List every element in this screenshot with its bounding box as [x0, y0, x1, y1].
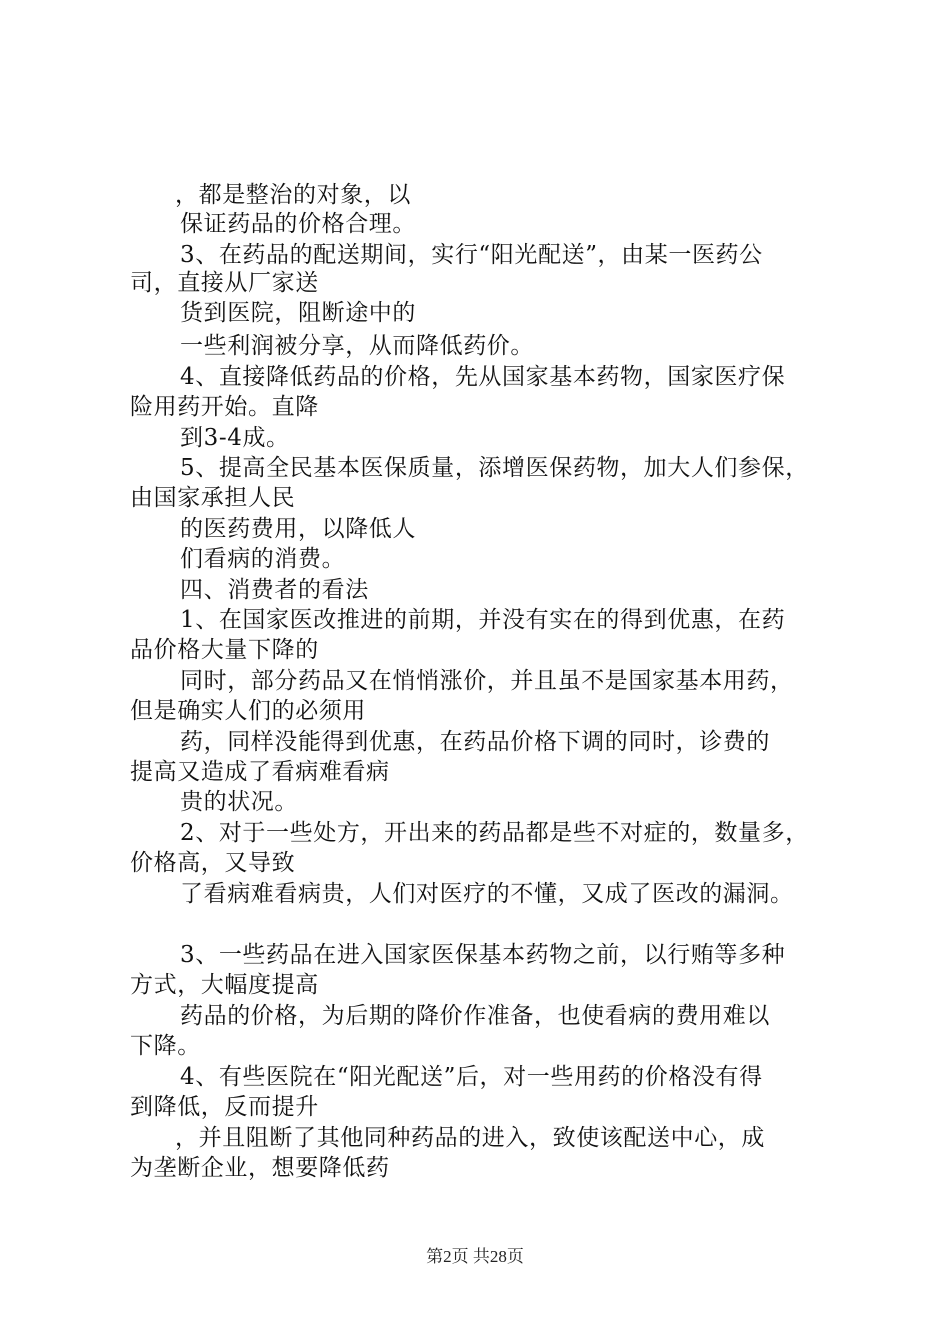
text-line: 一些利润被分享，从而降低药价。	[180, 333, 534, 359]
text-line: 同时，部分药品又在悄悄涨价，并且虽不是国家基本用药，	[180, 668, 794, 694]
text-line: 药品的价格，为后期的降价作准备，也使看病的费用难以	[180, 1003, 770, 1029]
text-line: 品价格大量下降的	[130, 637, 319, 663]
text-line: 货到医院，阻断途中的	[180, 300, 416, 326]
text-line: 方式，大幅度提高	[130, 972, 319, 998]
section-heading: 四、消费者的看法	[180, 577, 369, 603]
text-line: 了看病难看病贵，人们对医疗的不懂，又成了医改的漏洞。	[180, 881, 794, 907]
text-line: 下降。	[130, 1033, 201, 1059]
text-line: ，都是整治的对象，以	[175, 182, 411, 208]
text-line: 险用药开始。直降	[130, 394, 319, 420]
text-line: 价格高，又导致	[130, 850, 296, 876]
text-line: 到降低，反而提升	[130, 1094, 319, 1120]
text-line: 的医药费用，以降低人	[180, 516, 416, 542]
text-line: 3、在药品的配送期间，实行“阳光配送”，由某一医药公	[180, 242, 763, 268]
text-line: 到3-4成。	[180, 425, 290, 451]
text-line: 2、对于一些处方，开出来的药品都是些不对症的，数量多，	[180, 820, 809, 846]
text-line: 3、一些药品在进入国家医保基本药物之前，以行贿等多种	[180, 942, 786, 968]
text-line: 5、提高全民基本医保质量，添增医保药物，加大人们参保，	[180, 455, 809, 481]
text-line: 药，同样没能得到优惠，在药品价格下调的同时，诊费的	[180, 729, 770, 755]
text-line: 贵的状况。	[180, 789, 298, 815]
text-line: 司，直接从厂家送	[130, 270, 319, 296]
text-line: 提高又造成了看病难看病	[130, 759, 390, 785]
text-line: ，并且阻断了其他同种药品的进入，致使该配送中心，成	[175, 1125, 765, 1151]
text-line: 4、有些医院在“阳光配送”后，对一些用药的价格没有得	[180, 1064, 763, 1090]
text-line: 4、直接降低药品的价格，先从国家基本药物，国家医疗保	[180, 364, 786, 390]
text-line: 保证药品的价格合理。	[180, 211, 416, 237]
text-line: 但是确实人们的必须用	[130, 698, 366, 724]
text-line: 1、在国家医改推进的前期，并没有实在的得到优惠，在药	[180, 607, 786, 633]
page-number-footer: 第2页 共28页	[426, 1247, 524, 1266]
text-line: 由国家承担人民	[130, 485, 296, 511]
text-line: 为垄断企业，想要降低药	[130, 1155, 390, 1181]
text-line: 们看病的消费。	[180, 546, 346, 572]
